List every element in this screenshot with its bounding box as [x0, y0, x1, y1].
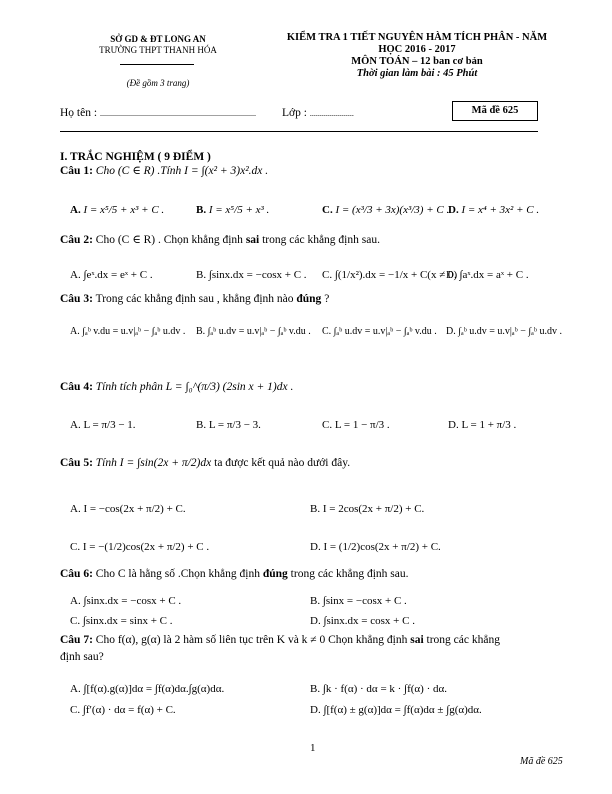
class-label: Lớp : — [282, 107, 307, 119]
question-1 — [60, 164, 268, 178]
q5-option-d: D. I = (1/2)cos(2x + π/2) + C. — [310, 541, 441, 553]
exam-title-line-2: HỌC 2016 - 2017 — [378, 44, 456, 55]
footer-exam-code: Mã đề 625 — [520, 756, 563, 767]
q2-option-b: B. ∫sinx.dx = −cosx + C . — [196, 269, 307, 281]
department-name: SỞ GD & ĐT LONG AN — [110, 34, 206, 44]
q6-option-c: C. ∫sinx.dx = sinx + C . — [70, 615, 173, 627]
q3-option-d: D. ∫ₐᵇ u.dv = u.v|ₐᵇ − ∫ₐᵇ u.dv . — [446, 326, 562, 337]
q1-option-a: A. I = x⁵/5 + x³ + C . — [70, 204, 165, 216]
question-1-label: Câu 1: — [60, 165, 93, 177]
pages-note: (Đề gồm 3 trang) — [126, 78, 190, 88]
q6-option-b: B. ∫sinx = −cosx + C . — [310, 595, 407, 607]
q3-option-c: C. ∫ₐᵇ u.dv = u.v|ₐᵇ − ∫ₐᵇ v.du . — [322, 326, 437, 337]
class-dots: ...................... — [309, 109, 354, 118]
q2-option-a: A. ∫eˣ.dx = eˣ + C . — [70, 269, 153, 281]
q4-option-d: D. L = 1 + π/3 . — [448, 419, 517, 431]
q1-option-d: D. I = x⁴ + 3x² + C . — [448, 204, 540, 216]
q1-option-b: B. I = x⁵/5 + x³ . — [196, 204, 270, 216]
q6-option-d: D. ∫sinx.dx = cosx + C . — [310, 615, 415, 627]
question-1-text: Cho (C ∈ R) .Tính I = ∫(x² + 3)x².dx . — [95, 165, 269, 177]
exam-title-line-1: KIỂM TRA 1 TIẾT NGUYÊN HÀM TÍCH PHÂN - NĂM — [286, 32, 548, 43]
header-divider — [120, 64, 194, 65]
q3-option-a: A. ∫ₐᵇ v.du = u.v|ₐᵇ − ∫ₐᵇ u.dv . — [70, 326, 186, 337]
q6-option-a: A. ∫sinx.dx = −cosx + C . — [70, 595, 182, 607]
question-7: Câu 7: Cho f(α), g(α) là 2 hàm số liên tục trên K và k ≠ 0 Chọn khẳng định sai trong các khẳng — [60, 634, 500, 646]
q2-option-c: C. ∫(1/x²).dx = −1/x + C(x ≠ 0) — [322, 269, 458, 281]
q5-option-a: A. I = −cos(2x + π/2) + C. — [70, 503, 186, 515]
student-name-field — [60, 106, 256, 121]
q2-option-d: D. ∫aˣ.dx = aˣ + C . — [446, 269, 529, 281]
q7-option-a: A. ∫[f(α).g(α)]dα = ∫f(α)dα.∫g(α)dα. — [70, 683, 225, 695]
q7-option-c: C. ∫f′(α) · dα = f(α) + C. — [70, 704, 176, 716]
q5-option-c: C. I = −(1/2)cos(2x + π/2) + C . — [70, 541, 210, 553]
question-6: Câu 6: Cho C là hằng số .Chọn khẳng định đúng trong các khẳng định sau. — [60, 568, 409, 580]
q7-option-b: B. ∫k · f(α) · dα = k · ∫f(α) · dα. — [310, 683, 448, 695]
q5-option-b: B. I = 2cos(2x + π/2) + C. — [310, 503, 425, 515]
subject: MÔN TOÁN – 12 ban cơ bản — [351, 56, 483, 67]
exam-code-box: Mã đề 625 — [452, 101, 538, 121]
section-title: I. TRẮC NGHIỆM ( 9 ĐIỂM ) — [60, 151, 211, 163]
q3-option-b: B. ∫ₐᵇ u.dv = u.v|ₐᵇ − ∫ₐᵇ v.du . — [196, 326, 311, 337]
student-class-field — [282, 106, 354, 121]
question-7-continued: định sau? — [60, 651, 104, 663]
section-divider — [60, 131, 538, 132]
question-2: Câu 2: Cho (C ∈ R) . Chọn khẳng định sai trong các khẳng định sau. — [60, 234, 380, 246]
school-name: TRƯỜNG THPT THANH HÓA — [99, 45, 217, 55]
q4-option-a: A. L = π/3 − 1. — [70, 419, 136, 431]
question-3: Câu 3: Trong các khẳng định sau , khẳng định nào đúng ? — [60, 293, 330, 305]
q1-option-c: C. I = (x³/3 + 3x)(x³/3) + C . — [322, 204, 450, 216]
duration: Thời gian làm bài : 45 Phút — [356, 68, 478, 79]
q4-option-b: B. L = π/3 − 3. — [196, 419, 261, 431]
name-label: Họ tên : — [60, 107, 98, 119]
q7-option-d: D. ∫[f(α) ± g(α)]dα = ∫f(α)dα ± ∫g(α)dα. — [310, 704, 482, 716]
q4-option-c: C. L = 1 − π/3 . — [322, 419, 390, 431]
name-dots: .............................................................................. — [99, 109, 256, 118]
page-number: 1 — [310, 742, 316, 754]
question-4: Câu 4: Tính tích phân L = ∫₀^(π/3) (2sin x + 1)dx . — [60, 381, 294, 393]
question-5: Câu 5: Tính I = ∫sin(2x + π/2)dx ta được kết quả nào dưới đây. — [60, 457, 351, 469]
